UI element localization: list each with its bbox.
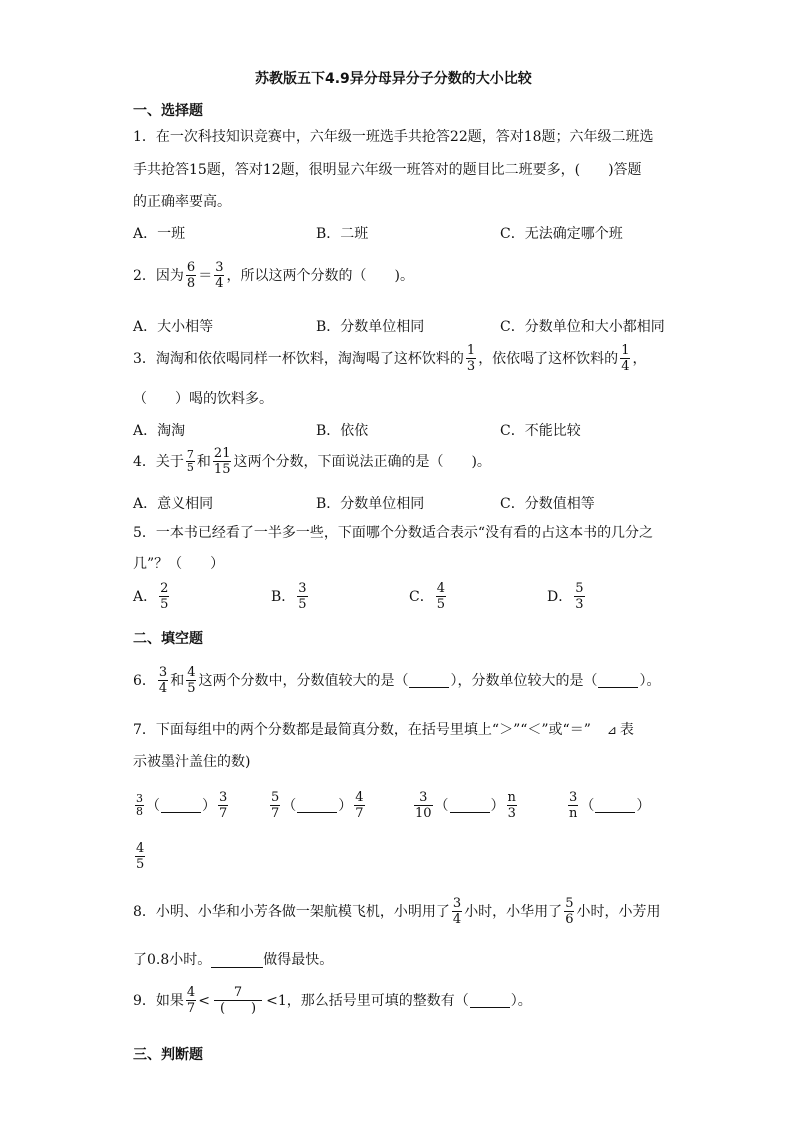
answer-blank[interactable] [595,798,635,813]
fraction: $\frac{4}{5}$ [187,665,196,696]
fraction: $\frac{3}{7}$ [219,790,228,821]
fraction: $\frac{3}{10}$ [415,790,432,821]
section-heading-fill: 二、填空题 [133,631,203,647]
fraction: $\frac{4}{7}$ [355,790,364,821]
q2-line [133,260,414,291]
q5-option-d[interactable]: D． $\frac{5}{3}$ [547,581,584,612]
q1-line3: 的正确率要高。 [133,194,231,210]
fraction: $\frac{5}{3}$ [575,581,584,612]
fraction: $\frac{7}{5}$ [186,448,194,474]
q5-line1: 5．一本书已经看了一半多一些，下面哪个分数适合表示“没有看的占这本书的几分之 [133,525,654,541]
q1-option-a[interactable]: A．一班 [133,226,186,242]
q7-line2: 示被墨汁盖住的数) [133,754,251,770]
q3-option-b[interactable]: B．依依 [316,423,369,439]
answer-blank[interactable] [470,993,510,1008]
section-heading-judge: 三、判断题 [133,1047,203,1063]
q3-option-c[interactable]: C．不能比较 [500,423,581,439]
q4-line [133,446,491,477]
answer-blank[interactable] [409,673,449,688]
fraction: $\frac{7}{( )}$ [214,985,262,1016]
q7-group-4: $\frac{3}{n}$ （ ） [569,790,651,821]
q7-group-3: $\frac{3}{10}$ （ ） $\frac{n}{3}$ [415,790,516,821]
answer-blank[interactable] [598,673,638,688]
q2-option-a[interactable]: A．大小相等 [133,319,214,335]
answer-blank[interactable] [297,798,337,813]
section-heading-choice: 一、选择题 [133,103,203,119]
fraction: $\frac{4}{7}$ [186,985,196,1016]
q8-line2: 了0.8小时。 做得最快。 [133,952,334,968]
q2-pre: 2．因为 [133,267,184,284]
q4-option-c[interactable]: C．分数值相等 [500,496,595,512]
q7-group-1: $\frac{3}{8}$ （ ） $\frac{3}{7}$ [136,790,228,821]
answer-blank[interactable] [450,798,490,813]
q4-pre: 4．关于 [133,453,184,470]
q3-post: ， [632,350,647,367]
fraction: $\frac{2}{5}$ [160,581,169,612]
q2-post: ，所以这两个分数的（ )。 [226,267,414,284]
q7-line1: 7．下面每组中的两个分数都是最简真分数，在括号里填上“＞”“＜”或“＝” ⊿ 表 [133,722,634,738]
answer-blank[interactable] [161,798,201,813]
fraction: $\frac{4}{5}$ [436,581,445,612]
fraction: $\frac{4}{5}$ [136,841,145,872]
equals-sign: ＝ [198,267,213,284]
fraction: $\frac{1}{3}$ [466,343,476,374]
fraction: $\frac{1}{4}$ [621,343,630,374]
q1-option-c[interactable]: C．无法确定哪个班 [500,226,623,242]
fraction: $\frac{3}{4}$ [452,896,462,927]
q1-line2: 手共抢答15题，答对12题，很明显六年级一班答对的题目比二班要多，( )答题 [133,162,642,178]
fraction: $\frac{3}{4}$ [215,260,224,291]
q3-line2: （ ）喝的饮料多。 [133,391,273,407]
fraction: $\frac{5}{6}$ [565,896,574,927]
q7-group-2: $\frac{5}{7}$ （ ） $\frac{4}{7}$ [271,790,364,821]
answer-blank[interactable] [211,953,263,968]
q5-option-b[interactable]: B． $\frac{3}{5}$ [271,581,307,612]
fraction: $\frac{3}{4}$ [158,665,168,696]
q1-line1: 1．在一次科技知识竞赛中，六年级一班选手共抢答22题，答对18题；六年级二班选 [133,129,654,145]
q4-option-a[interactable]: A．意义相同 [133,496,214,512]
q7-group-4-right [133,841,147,872]
fraction: $\frac{21}{15}$ [213,446,231,477]
q4-option-b[interactable]: B．分数单位相同 [316,496,425,512]
fraction: $\frac{3}{n}$ [569,790,578,821]
fraction: $\frac{n}{3}$ [507,790,516,821]
q6-line: 6． $\frac{3}{4}$ 和 $\frac{4}{5}$ 这两个分数中，分数值较大的是（ ），分数单位较大的是（ ）。 [133,665,661,696]
q2-option-c[interactable]: C．分数单位和大小都相同 [500,319,665,335]
q1-option-b[interactable]: B．二班 [316,226,369,242]
fraction: $\frac{3}{8}$ [136,792,143,818]
q5-line2: 几”？（ ） [133,556,225,572]
q3-option-a[interactable]: A．淘淘 [133,423,186,439]
q4-post: 这两个分数，下面说法正确的是（ )。 [233,453,491,470]
q5-option-a[interactable]: A． $\frac{2}{5}$ [133,581,169,612]
q9-line: 9．如果 $\frac{4}{7}$ < $\frac{7}{( )}$ <1 ，那么括号里可填的整数有（ ）。 [133,985,532,1016]
fraction: $\frac{6}{8}$ [186,260,196,291]
q3-line1 [133,343,646,374]
page-title: 苏教版五下4.9异分母异分子分数的大小比较 [255,71,532,87]
fraction: $\frac{5}{7}$ [271,790,280,821]
q2-option-b[interactable]: B．分数单位相同 [316,319,425,335]
q4-mid: 和 [196,453,211,470]
q3-pre: 3．淘淘和依依喝同样一杯饮料，淘淘喝了这杯饮料的 [133,350,464,367]
fraction: $\frac{3}{5}$ [298,581,307,612]
ink-blot-icon: ⊿ [606,723,617,737]
q8-line1: 8．小明、小华和小芳各做一架航模飞机，小明用了 $\frac{3}{4}$ 小时，小华用了 $\frac{5}{6}$ 小时，小芳用 [133,896,661,927]
q5-option-c[interactable]: C． $\frac{4}{5}$ [409,581,445,612]
q3-mid: ，依依喝了这杯饮料的 [478,350,619,367]
